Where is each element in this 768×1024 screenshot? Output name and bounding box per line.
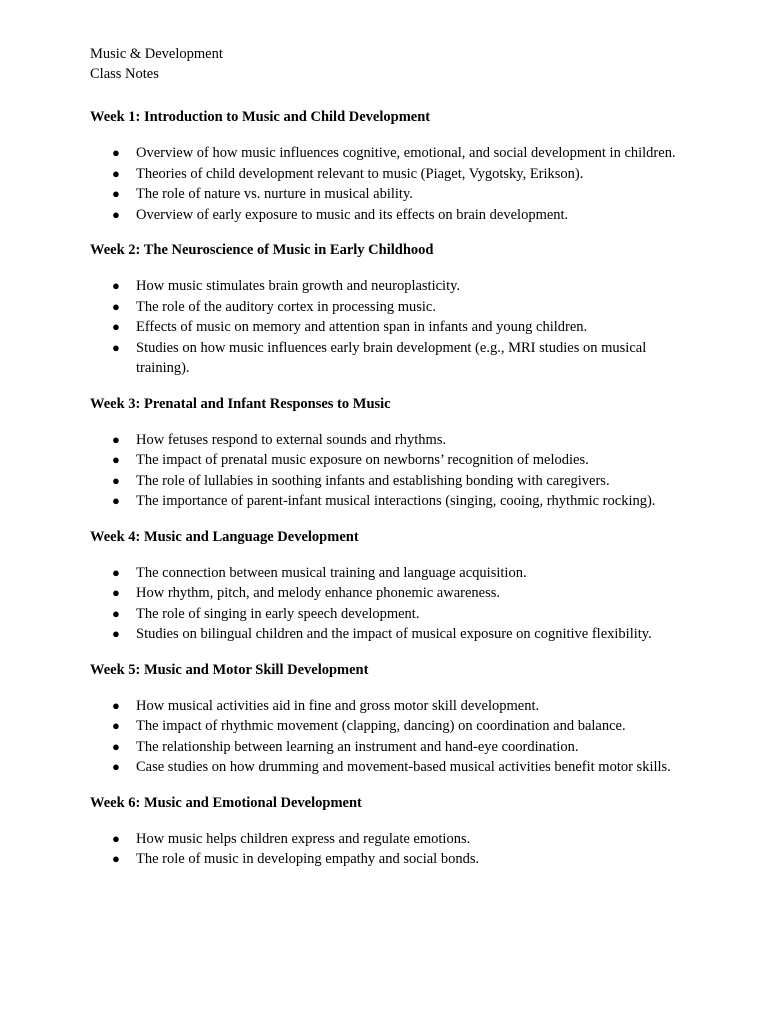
list-item [90,430,676,451]
bullet-icon: ● [112,472,120,488]
list-item-text: The impact of rhythmic movement (clapping, dancing) on coordination and balance. [136,718,626,734]
document-page [90,44,690,870]
list-item [90,604,676,625]
list-item [90,184,676,205]
list-item-text: How music helps children express and regulate emotions. [136,830,471,847]
bullet-icon: ● [112,564,120,580]
list-item-text: Overview of early exposure to music and its effects on brain development. [136,206,569,223]
list-item [90,849,676,870]
list-item [90,276,676,297]
bullet-icon: ● [112,339,120,355]
list-item-text: The role of singing in early speech development. [136,605,420,622]
list-item [90,143,676,164]
list-item-text: The relationship between learning an instrument and hand-eye coordination. [136,738,579,755]
document-subtitle: Class Notes [90,66,159,82]
bullet-icon: ● [112,165,120,181]
bullet-list [90,143,690,225]
list-item-text: The role of music in developing empathy and social bonds. [136,851,480,867]
bullet-icon: ● [112,851,120,866]
list-item-text: Overview of how music influences cognitive, emotional, and social development in children. [136,145,676,161]
bullet-icon: ● [112,319,120,334]
list-item-text: The impact of prenatal music exposure on newborns’ recognition of melodies. [136,452,589,468]
week-section [90,527,690,645]
list-item-text: How rhythm, pitch, and melody enhance phonemic awareness. [136,585,501,601]
list-item-text: The importance of parent-infant musical interactions (singing, cooing, rhythmic rocking). [136,493,656,509]
list-item [90,563,676,584]
bullet-icon: ● [112,605,120,621]
list-item-text: Theories of child development relevant to music (Piaget, Vygotsky, Erikson). [136,165,584,182]
list-item-text: Case studies on how drumming and movement-based musical activities benefit motor skills. [136,759,671,775]
list-item [90,297,676,318]
list-item [90,696,676,717]
list-item-text: How musical activities aid in fine and gross motor skill development. [136,697,540,714]
bullet-icon: ● [112,145,120,160]
list-item-text: The role of the auditory cortex in processing music. [136,298,436,315]
list-item-text: How fetuses respond to external sounds and rhythms. [136,431,447,448]
bullet-icon: ● [112,626,120,641]
bullet-icon: ● [112,186,120,201]
list-item-text: Studies on bilingual children and the impact of musical exposure on cognitive flexibility. [136,626,652,642]
list-item-text: The connection between musical training and language acquisition. [136,564,527,581]
bullet-icon: ● [112,298,120,314]
list-item [90,338,676,379]
bullet-icon: ● [112,738,120,754]
list-item-text: Studies on how music influences early brain development (e.g., MRI studies on musical training). [136,339,647,376]
bullet-list [90,696,690,778]
bullet-icon: ● [112,830,120,846]
list-item [90,471,676,492]
list-item-text: The role of nature vs. nurture in musical ability. [136,186,413,202]
bullet-icon: ● [112,697,120,713]
bullet-list [90,829,690,870]
week-heading: Week 3: Prenatal and Infant Responses to Music [90,395,391,412]
document-title: Music & Development [90,46,223,62]
bullet-list [90,563,690,645]
list-item [90,450,676,471]
week-heading: Week 1: Introduction to Music and Child Development [90,109,431,125]
list-item [90,205,676,226]
list-item [90,829,676,850]
week-section [90,660,690,778]
list-item [90,164,676,185]
week-heading: Week 6: Music and Emotional Development [90,794,362,811]
list-item-text: How music stimulates brain growth and neuroplasticity. [136,278,461,294]
week-section [90,394,690,512]
week-section [90,793,690,870]
bullet-icon: ● [112,206,120,222]
bullet-list [90,276,690,379]
week-heading: Week 4: Music and Language Development [90,528,359,545]
list-item [90,317,676,338]
bullet-icon: ● [112,431,120,447]
list-item [90,716,676,737]
bullet-icon: ● [112,759,120,774]
week-section [90,240,690,379]
list-item [90,491,676,512]
bullet-list [90,430,690,512]
week-section [90,107,690,225]
list-item [90,624,676,645]
week-heading: Week 5: Music and Motor Skill Development [90,661,369,678]
list-item [90,737,676,758]
list-item [90,757,676,778]
list-item [90,583,676,604]
week-heading: Week 2: The Neuroscience of Music in Early Childhood [90,242,434,258]
bullet-icon: ● [112,452,120,467]
list-item-text: Effects of music on memory and attention span in infants and young children. [136,319,588,335]
bullet-icon: ● [112,278,120,293]
bullet-icon: ● [112,493,120,508]
bullet-icon: ● [112,585,120,600]
list-item-text: The role of lullabies in soothing infants and establishing bonding with caregivers. [136,472,610,489]
bullet-icon: ● [112,718,120,733]
